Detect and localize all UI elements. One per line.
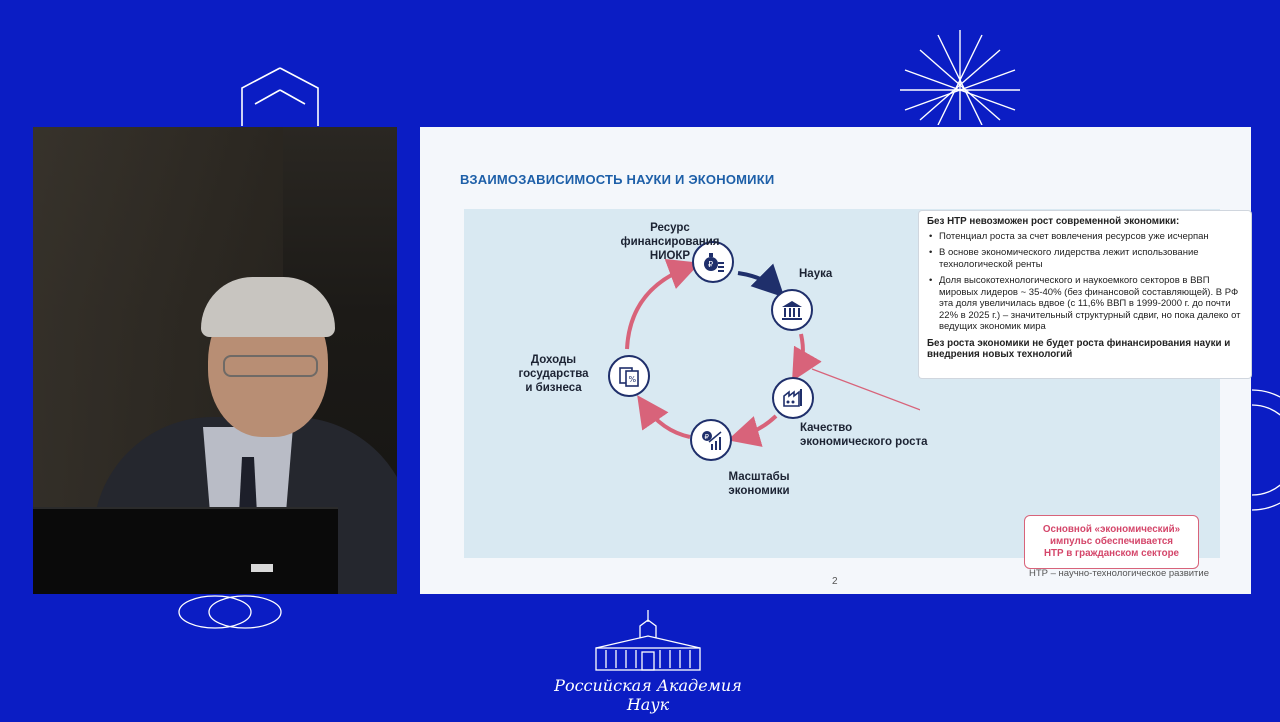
info-conclusion: Без роста экономики не будет роста финансирования науки и внедрения новых технологий [927,337,1231,360]
quality-node [772,377,814,419]
podium [33,507,338,594]
presentation-slide [420,127,1251,594]
arrow-quality-to-scale [739,416,776,437]
label-funding-resource: Ресурс финансирования НИОКР [620,222,720,262]
podium-label [251,564,273,572]
scale-node [690,419,732,461]
svg-text:%: % [628,375,637,384]
label-science: Наука [799,268,833,280]
speaker-video [33,127,397,594]
slide-title: ВЗАИМОЗАВИСИМОСТЬ НАУКИ И ЭКОНОМИКИ [460,172,775,187]
documents-percent-icon [617,364,641,388]
diagram-panel [464,209,1241,559]
info-box [919,211,1251,378]
industry-people-icon [781,386,805,410]
speaker-glasses [223,355,318,377]
slide-footnote: НТР – научно-технологическое развитие [1028,568,1209,579]
info-bullet-list [927,231,1243,333]
arrow-resource-to-science [738,273,776,289]
label-income: Доходы государства и бизнеса [518,354,589,394]
income-node [608,355,650,397]
growth-coins-icon [699,428,723,452]
svg-text:₽: ₽ [704,433,709,441]
science-node [771,289,813,331]
starburst-decoration [890,25,1030,125]
institution-building-icon [780,298,804,322]
speaker-hair [201,277,335,337]
info-heading: Без НТР невозможен рост современной экономики: [927,216,1180,227]
arrow-science-to-quality [798,334,803,371]
svg-text:₽: ₽ [708,260,714,269]
info-bullet: • Доля высокотехнологического и наукоемкого секторов в ВВП мировых лидеров ~ 35-40% (без финансовой составляющей). В РФ эта доля увеличилась вдвое (с 11,6% ВВП в 1999-2000 г. до почти 22% в 2025 г.) – значительный структурный сдвиг, но пока далеко от ведущих экономик мира [927,275,1243,333]
label-growth-quality: Качество экономического роста [800,422,928,448]
academy-logo-text: Российская Академия Наук [554,676,742,714]
orbit-decoration [175,590,305,640]
arrow-scale-to-income [644,405,690,437]
arc-decoration [1252,385,1280,515]
arrow-income-to-resource [627,267,689,349]
label-economy-scale: Масштабы экономики [728,471,790,497]
info-bullet: • Потенциал роста за счет вовлечения ресурсов уже исчерпан [927,231,1243,243]
impulse-callout: Основной «экономический» импульс обеспечивается НТР в гражданском секторе [1024,515,1199,569]
info-bullet: • В основе экономического лидерства лежит использование технологической ренты [927,247,1243,270]
slide-page-number: 2 [832,576,838,587]
